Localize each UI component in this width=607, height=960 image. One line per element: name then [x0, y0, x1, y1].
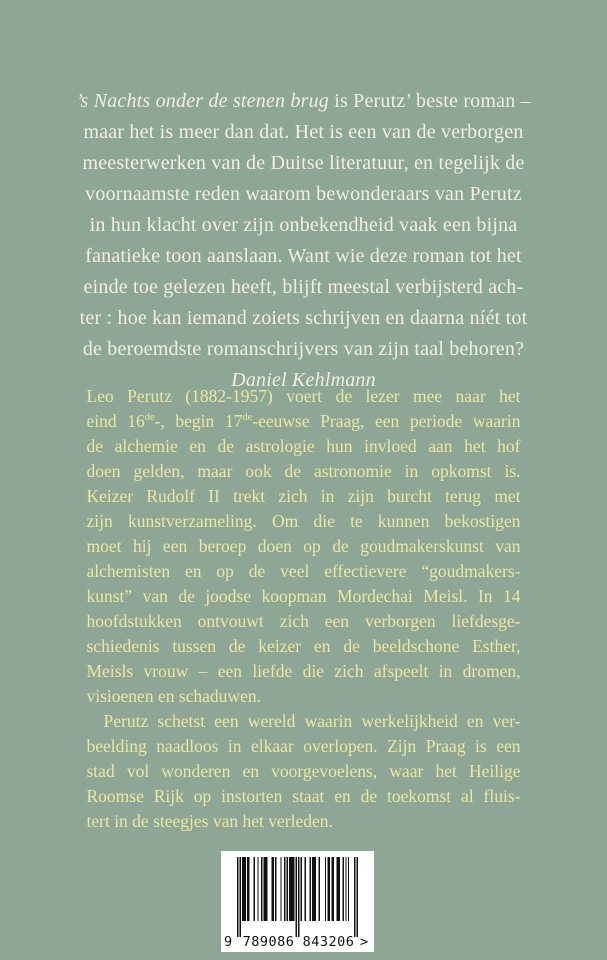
barcode-arrow: > [360, 934, 369, 950]
blurb-line: hoofdstukken ontvouwt zich een verborgen liefdesge- [86, 611, 521, 631]
quote-line: in hun klacht over zijn onbekendheid vaak een bijna [89, 214, 518, 236]
blurb-line: Leo Perutz (1882-1957) voert de lezer mee naar het [86, 386, 521, 406]
blurb-line: doen gelden, maar ook de astronomie in opkomst is. [86, 461, 521, 481]
blurb-line: zijn kunstverzameling. Om die te kunnen bekostigen [86, 511, 521, 531]
blurb-line: Keizer Rudolf II trekt zich in zijn burcht terug met [86, 486, 521, 506]
blurb-line-segment: -, begin 17 [154, 411, 243, 431]
blurb-line: Roomse Rijk op instorten staat en de toekomst al fluis- [86, 786, 521, 806]
blurb-line: visioenen en schaduwen. [86, 686, 261, 706]
ordinal-superscript: de [242, 412, 253, 424]
quote-line: de beroemdste romanschrijvers van zijn taal behoren? [82, 338, 525, 360]
barcode-digit-first: 9 [224, 934, 233, 950]
quote-line: einde toe gelezen heeft, blijft meestal verbijsterd ach- [83, 276, 524, 298]
blurb-line-segment: -eeuwse Praag, een periode waarin [252, 411, 521, 431]
blurb-line: Perutz schetst een wereld waarin werkelijkheid en ver- [103, 711, 521, 731]
blurb-line-segment: eind 16 [86, 411, 145, 431]
quote-line: ter : hoe kan iemand zoiets schrijven en daarna níét tot [79, 307, 528, 329]
isbn-barcode [221, 851, 374, 952]
blurb-line: de alchemie en de astrologie hun invloed aan het hof [86, 436, 521, 456]
blurb-line: schiedenis tussen de keizer en de beeldschone Esther, [86, 636, 521, 656]
quote-line: meesterwerken van de Duitse literatuur, en tegelijk de [82, 152, 525, 174]
quote-line [0, 86, 607, 117]
book-title-italic: ’s Nachts onder de stenen brug [76, 90, 330, 112]
barcode-digits-left: 789086 [242, 934, 295, 950]
quote-line: voornaamste reden waarom bewonderaars van Perutz [85, 183, 522, 205]
barcode-bars [237, 857, 358, 937]
quote-line: fanatieke toon aanslaan. Want wie deze roman tot het [85, 245, 522, 267]
quote-line-rest: is Perutz’ beste roman – [329, 90, 531, 112]
blurb [87, 384, 521, 834]
quote-attribution: Daniel Kehlmann [231, 369, 376, 391]
blurb-line: stad vol wonderen en voorgevoelens, waar het Heilige [86, 761, 521, 781]
quote-line: maar het is meer dan dat. Het is een van de verborgen [83, 121, 524, 143]
blurb-line [87, 409, 521, 434]
blurb-line: kunst” van de joodse koopman Mordechai Meisl. In 14 [86, 586, 521, 606]
blurb-line: beelding naadloos in elkaar overlopen. Zijn Praag is een [86, 736, 521, 756]
blurb-line: moet hij een beroep doen op de goudmakerskunst van [86, 536, 521, 556]
barcode-digits-right: 843206 [302, 934, 355, 950]
blurb-line: alchemisten en op de veel effectievere “goudmakers- [86, 561, 521, 581]
review-quote [0, 86, 607, 396]
blurb-line: Meisls vrouw – een liefde die zich afspeelt in dromen, [86, 661, 521, 681]
ordinal-superscript: de [144, 412, 155, 424]
blurb-line: tert in de steegjes van het verleden. [86, 811, 333, 831]
